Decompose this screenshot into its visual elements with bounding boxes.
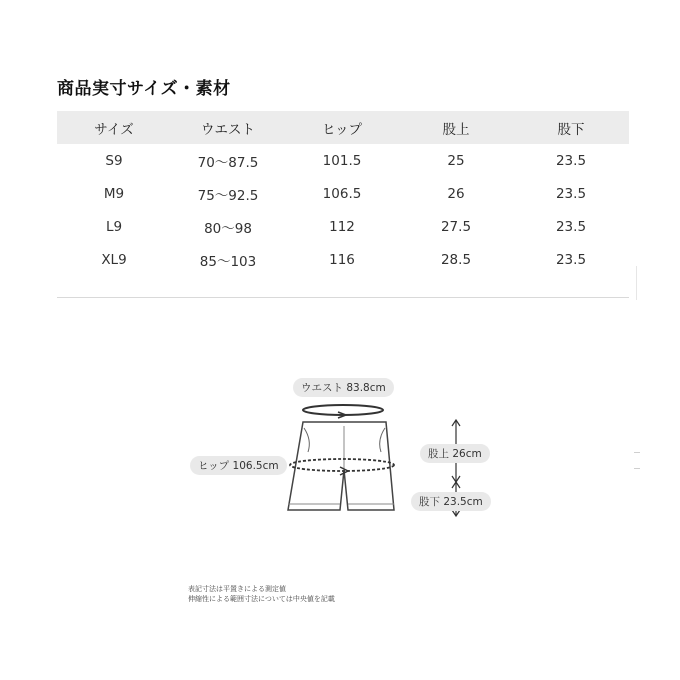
cell-inseam: 23.5 [555, 152, 587, 169]
note-line-2: 伸縮性による範囲寸法については中央値を記載 [188, 595, 335, 603]
cell-hip: 116 [329, 251, 355, 268]
edge-tick [634, 452, 640, 453]
cell-waist: 80〜98 [204, 220, 252, 237]
cell-size: XL9 [101, 251, 127, 268]
note-line-1: 表記寸法は平置きによる測定値 [188, 585, 286, 593]
header-size: サイズ [94, 121, 134, 138]
cell-size: M9 [103, 185, 125, 202]
cell-size: S9 [105, 152, 123, 169]
cell-size: L9 [105, 218, 123, 235]
waist-label: ウエスト 83.8cm [293, 378, 394, 397]
size-table [57, 111, 629, 276]
shorts-outline [288, 422, 394, 510]
cell-waist: 85〜103 [199, 253, 257, 270]
cell-waist: 70〜87.5 [197, 154, 259, 171]
table-row [57, 144, 629, 177]
header-rise: 股上 [442, 121, 470, 138]
cell-hip: 101.5 [322, 152, 362, 169]
cell-rise: 26 [447, 185, 465, 202]
cell-inseam: 23.5 [555, 218, 587, 235]
table-row [57, 243, 629, 276]
cell-hip: 112 [329, 218, 355, 235]
scroll-edge-mark [636, 266, 637, 300]
cell-hip: 106.5 [322, 185, 362, 202]
section-divider [57, 297, 629, 298]
cell-inseam: 23.5 [555, 251, 587, 268]
header-hip: ヒップ [321, 121, 363, 138]
cell-waist: 75〜92.5 [197, 187, 259, 204]
cell-rise: 25 [447, 152, 465, 169]
rise-label: 股上 26cm [420, 444, 490, 463]
header-waist: ウエスト [201, 121, 255, 138]
table-row [57, 177, 629, 210]
header-inseam: 股下 [557, 121, 585, 138]
cell-rise: 28.5 [440, 251, 472, 268]
page-title: 商品実寸サイズ・素材 [57, 79, 231, 99]
cell-inseam: 23.5 [555, 185, 587, 202]
hip-label: ヒップ 106.5cm [190, 456, 287, 475]
cell-rise: 27.5 [440, 218, 472, 235]
edge-tick [634, 468, 640, 469]
table-row [57, 210, 629, 243]
inseam-label: 股下 23.5cm [411, 492, 491, 511]
table-header [57, 111, 629, 144]
